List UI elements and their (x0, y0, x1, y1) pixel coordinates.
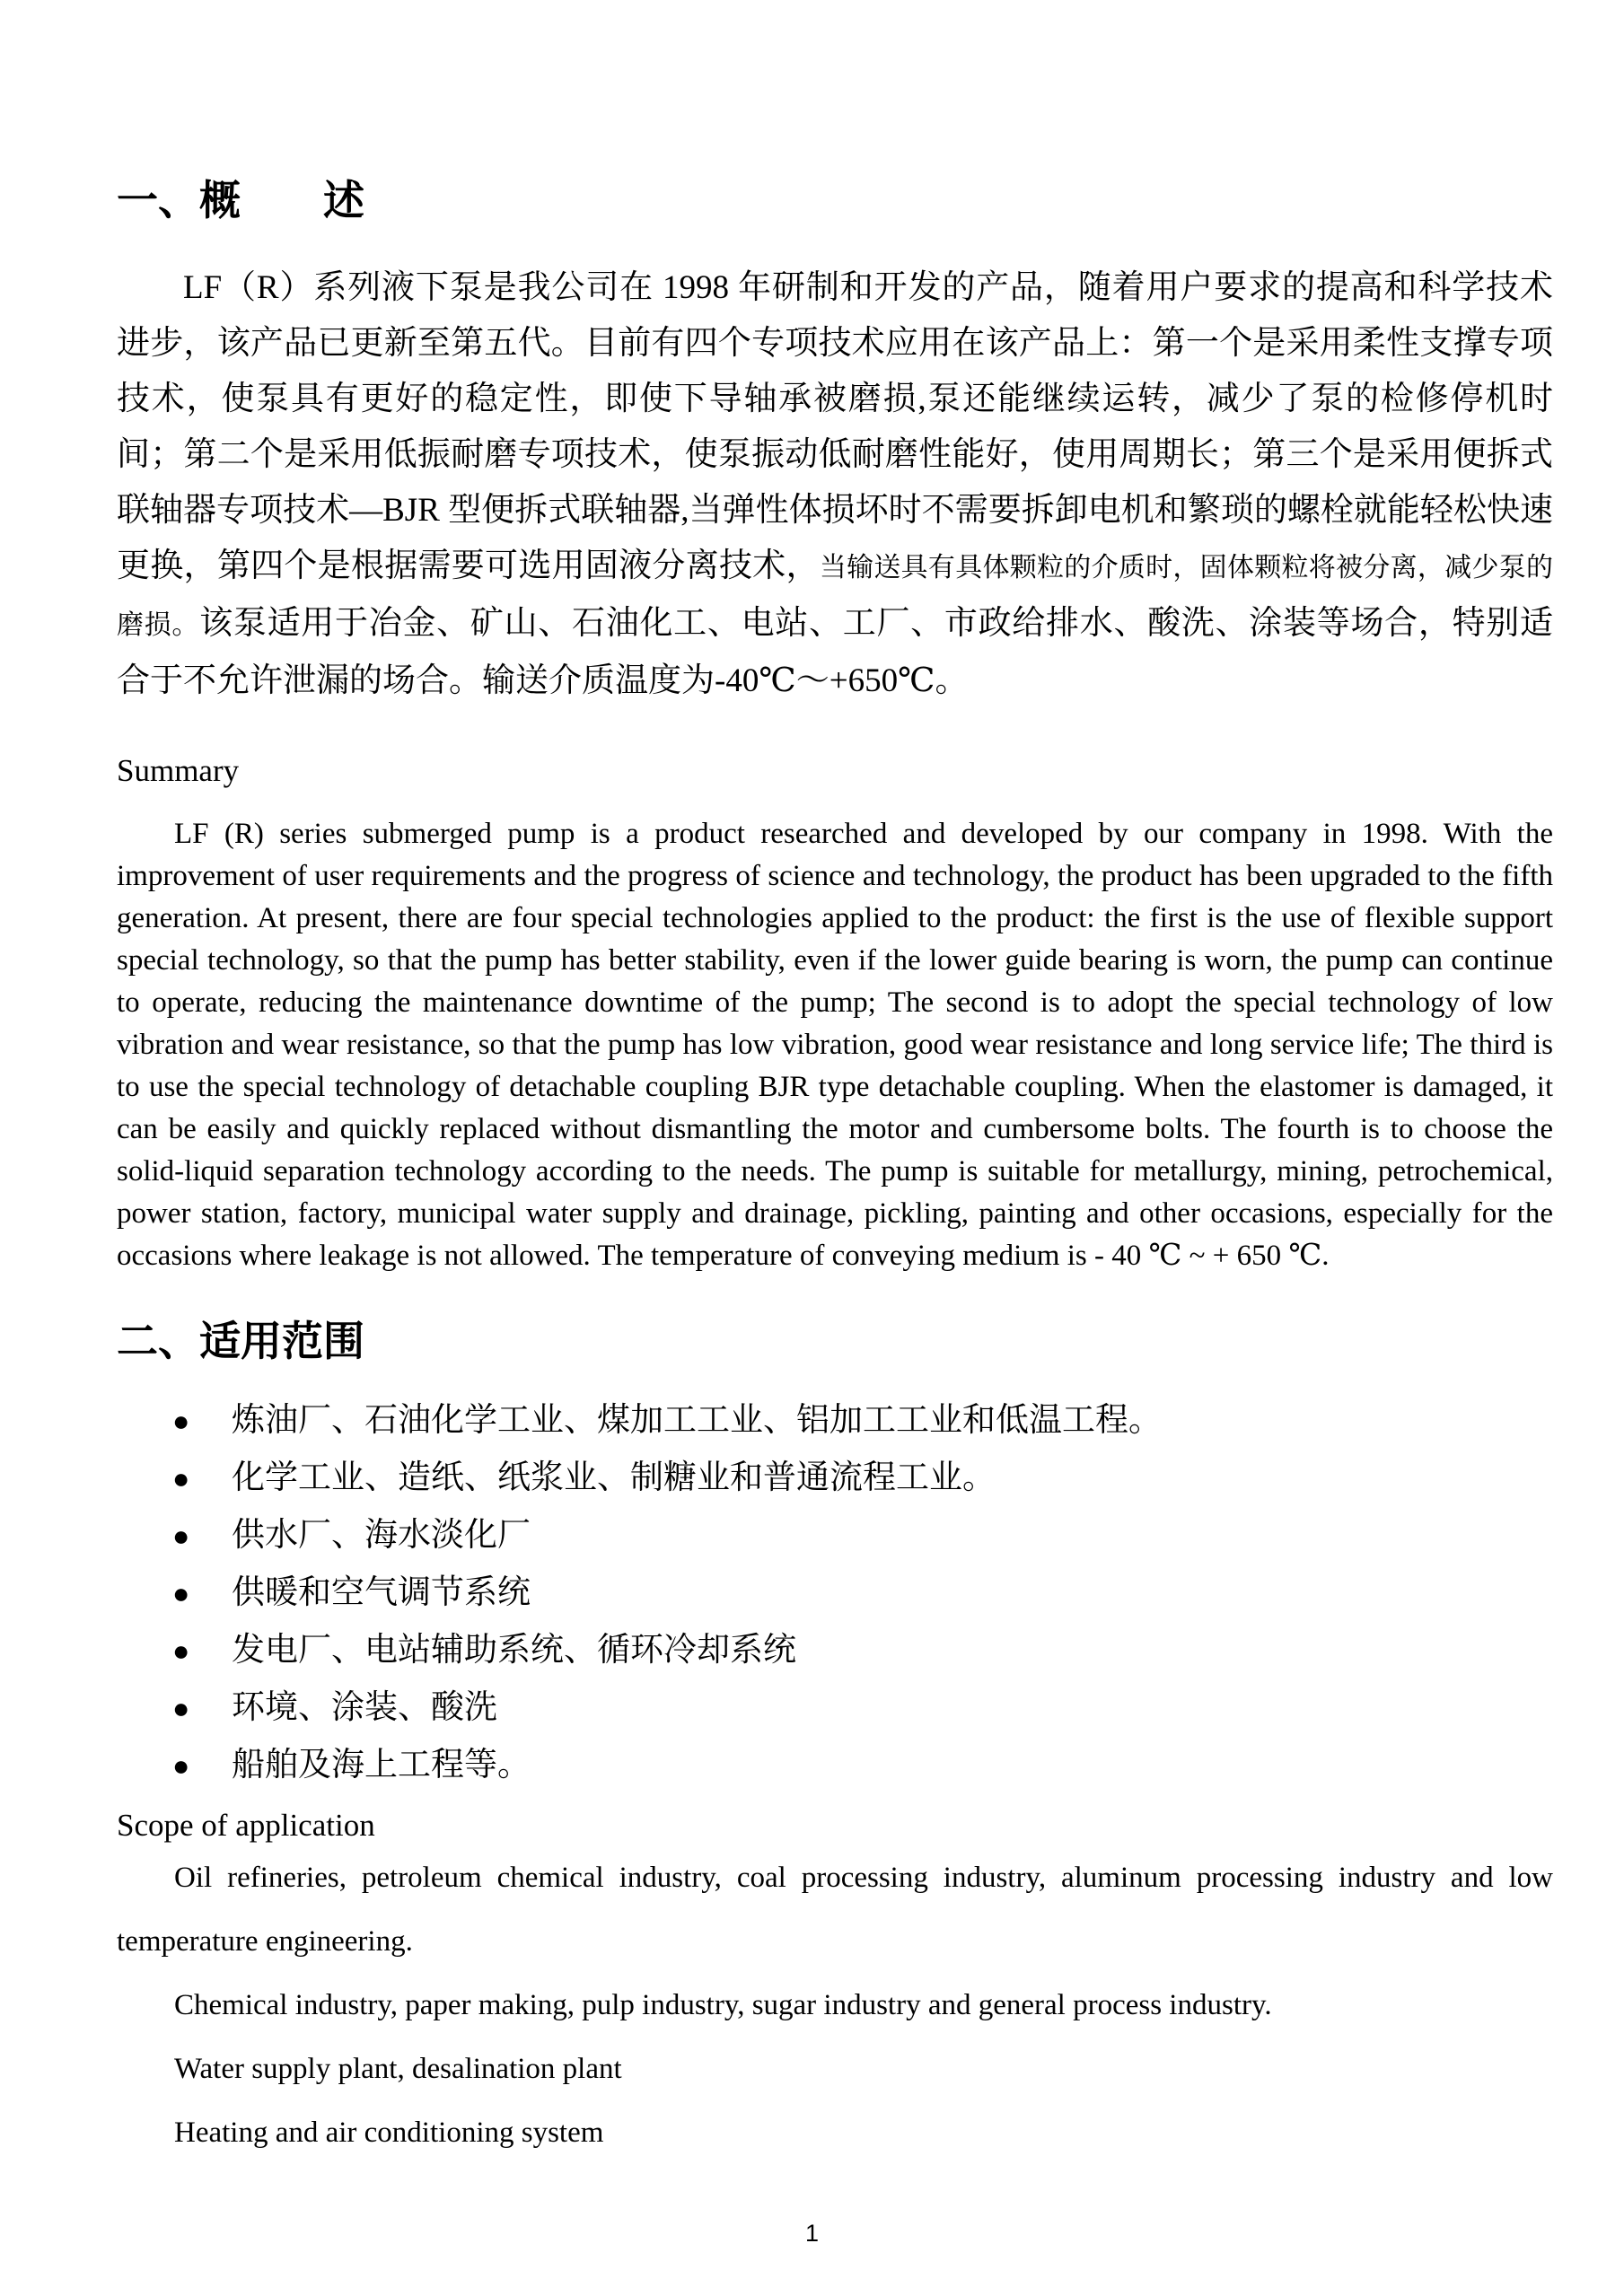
list-item (117, 1679, 1553, 1737)
zh-paragraph-segment-normal-2: 该泵适用于冶金、矿山、石油化工、电站、工厂、市政给排水、酸洗、涂装等场合，特别适合于不允许泄漏的场合。输送介质温度为-40℃～+650℃。 (117, 605, 1554, 699)
scope-en-paragraph: Heating and air conditioning system (174, 2116, 604, 2149)
summary-paragraph: LF (R) series submerged pump is a product researched and developed by our company in 1998. With the improvement of user requirements and the progress of science and technology, the product has been upgraded to the fifth generation. At present, there are four special technologies applied to the product: the first is the use of flexible support special technology, so that the pump has better stability, even if the lower guide bearing is worn, the pump can continue to operate, reducing the maintenance downtime of the pump; The second is to adopt the special technology of low vibration and wear resistance, so that the pump has low vibration, good wear resistance and long service life; The third is to use the special technology of detachable coupling BJR type detachable coupling. When the elastomer is damaged, it can be easily and quickly replaced without dismantling the motor and cumbersome bolts. The fourth is to choose the solid-liquid separation technology according to the needs. The pump is suitable for metallurgy, mining, petrochemical, power station, factory, municipal water supply and drainage, pickling, painting and other occasions, especially for the occasions where leakage is not allowed. The temperature of conveying medium is - 40 ℃ ~ + 650 ℃. (117, 818, 1553, 1272)
summary-label: Summary (117, 753, 240, 788)
bullet-icon: ● (172, 1405, 190, 1437)
list-item (117, 1622, 1553, 1679)
section1-heading: 一、概 述 (117, 177, 364, 223)
list-item (117, 1737, 1553, 1794)
list-item-label: 供暖和空气调节系统 (232, 1574, 531, 1611)
scope-en-paragraph: Chemical industry, paper making, pulp industry, sugar industry and general process industry. (174, 1989, 1272, 2021)
list-item-label: 发电厂、电站辅助系统、循环冷却系统 (232, 1632, 796, 1669)
bullet-icon: ● (172, 1577, 190, 1609)
scope-label: Scope of application (117, 1808, 375, 1843)
list-item-label: 供水厂、海水淡化厂 (232, 1517, 531, 1554)
list-item (117, 1392, 1553, 1450)
list-item-label: 环境、涂装、酸洗 (232, 1689, 497, 1726)
list-item-label: 化学工业、造纸、纸浆业、制糖业和普通流程工业。 (232, 1459, 996, 1496)
page-number: 1 (804, 2220, 820, 2247)
list-item-label: 炼油厂、石油化学工业、煤加工工业、铝加工工业和低温工程。 (232, 1402, 1162, 1439)
scope-en-paragraph: Water supply plant, desalination plant (174, 2053, 622, 2085)
bullet-icon: ● (172, 1520, 190, 1552)
application-scope-list (117, 1392, 1553, 1794)
list-item-label: 船舶及海上工程等。 (232, 1747, 531, 1783)
list-item (117, 1564, 1553, 1622)
section1-zh-paragraph (117, 260, 1553, 709)
section2-heading: 二、适用范围 (117, 1318, 364, 1364)
zh-paragraph-segment-small: 当输送具有具体颗粒的介质时，固体颗粒将被分离，减少泵的磨损。 (117, 553, 1554, 640)
bullet-icon: ● (172, 1462, 190, 1494)
zh-paragraph-segment-normal: LF（R）系列液下泵是我公司在 1998 年研制和开发的产品，随着用户要求的提高和科学技术进步，该产品已更新至第五代。目前有四个专项技术应用在该产品上：第一个是采用柔性支撑专项技术，使泵具有更好的稳定性，即使下导轴承被磨损,泵还能继续运转，减少了泵的检修停机时间；第二个是采用低振耐磨专项技术，使泵振动低耐磨性能好，使用周期长；第三个是采用便拆式联轴器专项技术—BJR 型便拆式联轴器,当弹性体损坏时不需要拆卸电机和繁琐的螺栓就能轻松快速更换，第四个是根据需要可选用固液分离技术， (117, 269, 1553, 584)
list-item (117, 1507, 1553, 1564)
bullet-icon: ● (172, 1692, 190, 1724)
bullet-icon: ● (172, 1634, 190, 1667)
list-item (117, 1450, 1553, 1507)
scope-en-paragraph: Oil refineries, petroleum chemical industry, coal processing industry, aluminum processing industry and low temperature engineering. (117, 1862, 1553, 1958)
bullet-icon: ● (172, 1749, 190, 1782)
